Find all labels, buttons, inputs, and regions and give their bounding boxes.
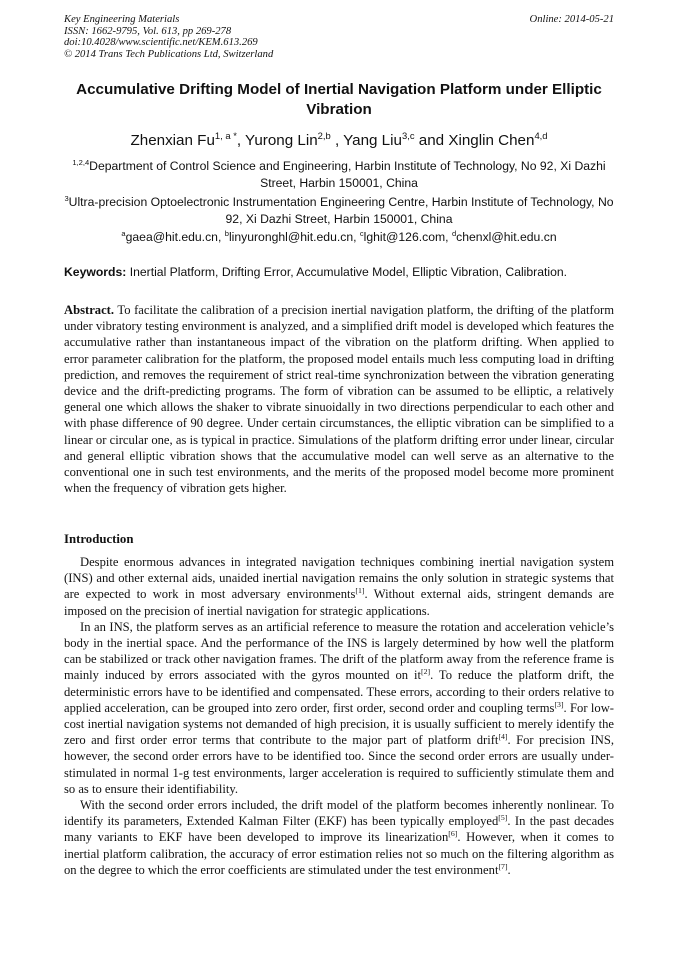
author-affiliation-marker: 2,b bbox=[317, 129, 331, 141]
author-name: Yang Liu bbox=[343, 132, 402, 149]
email-entry bbox=[121, 230, 224, 244]
email-entry bbox=[360, 230, 452, 244]
author-affiliation-marker: 4,d bbox=[534, 129, 548, 141]
affiliation bbox=[64, 194, 614, 228]
author-separator: , bbox=[236, 132, 246, 149]
paragraph-text: . For precision INS, however, the second order errors have to be identified too. Since the second order errors are usually under-stimulated in normal 1-g test environments, larger acceleration is required to sufficiently stimulate them and so as to ensure their identifiability. bbox=[64, 733, 614, 796]
author bbox=[130, 129, 246, 149]
citation-marker[interactable]: [6] bbox=[448, 829, 458, 839]
email-address[interactable]: chenxl@hit.edu.cn bbox=[456, 230, 557, 244]
email-address[interactable]: gaea@hit.edu.cn bbox=[125, 230, 218, 244]
affiliation bbox=[64, 158, 614, 192]
author bbox=[448, 129, 548, 149]
author-name: Zhenxian Fu bbox=[130, 132, 215, 149]
email-separator: , bbox=[353, 230, 360, 244]
author bbox=[245, 129, 344, 149]
citation-marker[interactable]: [3] bbox=[554, 699, 564, 709]
author-list bbox=[64, 131, 614, 151]
author-affiliation-marker: 3,c bbox=[401, 129, 415, 141]
journal-name: Key Engineering Materials bbox=[64, 14, 180, 25]
abstract-label: Abstract. bbox=[64, 303, 115, 317]
email-entry bbox=[225, 230, 360, 244]
paragraph-text: . However, when it comes to inertial platform calibration, the accuracy of error estimation relies not so much on the filtering algorithm as on the degree to which the error coefficients are stimulated under the test environment bbox=[64, 830, 614, 877]
online-date: Online: 2014-05-21 bbox=[529, 14, 614, 25]
email-marker: a bbox=[121, 228, 126, 238]
affiliation-text: Ultra-precision Optoelectronic Instrumentation Engineering Centre, Harbin Institute of Technology, No 92, Xi Dazhi Street, Harbin 150001, China bbox=[68, 195, 614, 226]
author-affiliation-marker: 1, a * bbox=[214, 129, 237, 141]
author bbox=[343, 129, 449, 149]
email-marker: b bbox=[224, 228, 229, 238]
paper-title: Accumulative Drifting Model of Inertial Navigation Platform under Elliptic Vibration bbox=[76, 81, 602, 118]
publication-metadata bbox=[64, 14, 273, 60]
email-address[interactable]: linyuronghl@hit.edu.cn bbox=[228, 230, 354, 244]
paragraph-text: . Without external aids, stringent demands are imposed on the precision of inertial navigation for strategic applications. bbox=[64, 587, 614, 618]
paragraph-text: . To reduce the platform drift, the deterministic errors have to be identified and compensated. These errors, according to their orders relative to applied acceleration, can be grouped into zero order, first order, second order and coupling terms bbox=[64, 668, 615, 715]
keywords-text: Inertial Platform, Drifting Error, Accumulative Model, Elliptic Vibration, Calibration. bbox=[126, 265, 568, 279]
email-separator: , bbox=[445, 230, 452, 244]
author-name: Xinglin Chen bbox=[448, 132, 535, 149]
doi-line: doi:10.4028/www.scientific.net/KEM.613.269 bbox=[64, 37, 258, 49]
paragraph bbox=[64, 554, 614, 619]
paragraph-text: . bbox=[507, 862, 511, 877]
paragraph bbox=[64, 619, 614, 797]
author-separator: and bbox=[414, 132, 449, 149]
introduction-body bbox=[64, 554, 614, 878]
copyright-line: © 2014 Trans Tech Publications Ltd, Switzerland bbox=[64, 48, 274, 60]
abstract bbox=[64, 302, 614, 496]
citation-marker[interactable]: [7] bbox=[498, 861, 508, 871]
email-marker: d bbox=[451, 228, 457, 238]
section-heading-introduction: Introduction bbox=[64, 532, 134, 546]
keywords-label: Keywords: bbox=[64, 265, 127, 279]
author-name: Yurong Lin bbox=[245, 132, 318, 149]
email-marker: c bbox=[359, 228, 364, 238]
issn-line: ISSN: 1662-9795, Vol. 613, pp 269-278 bbox=[64, 25, 232, 37]
paragraph bbox=[64, 797, 614, 878]
email-separator: , bbox=[217, 230, 225, 244]
keywords bbox=[64, 264, 614, 281]
citation-marker[interactable]: [5] bbox=[498, 813, 508, 823]
affiliation-marker: 1,2,4 bbox=[72, 157, 90, 167]
email-address[interactable]: lghit@126.com bbox=[363, 230, 446, 244]
citation-marker[interactable]: [1] bbox=[355, 586, 365, 596]
paragraph-text: Despite enormous advances in integrated navigation techniques combining inertial navigation system (INS) and other external aids, unaided inertial navigation remains the only solution in strategic systems that are expected to work in most adversary environments bbox=[64, 555, 614, 602]
citation-marker[interactable]: [4] bbox=[498, 732, 508, 742]
email-entry bbox=[452, 230, 557, 244]
paragraph-text: With the second order errors included, the drift model of the platform becomes inherently nonlinear. To identify its parameters, Extended Kalman Filter (EKF) has been typically employed bbox=[64, 798, 614, 829]
affiliation-text: Department of Control Science and Engineering, Harbin Institute of Technology, No 92, Xi Dazhi Street, Harbin 150001, China bbox=[89, 159, 606, 190]
affiliation-marker: 3 bbox=[64, 193, 69, 203]
citation-marker[interactable]: [2] bbox=[420, 667, 431, 677]
paragraph-text: In an INS, the platform serves as an artificial reference to measure the rotation and acceleration vehicle’s body in the inertial space. And the performance of the INS is largely determined by how well the platform can be stabilized or track other navigation frames. The drift of the platform away from the reference frame is mainly induced by errors associated with the gyros mounted on it bbox=[64, 619, 614, 683]
paragraph-text: . In the past decades many variants to EKF have been developed to improve its linearization bbox=[64, 814, 614, 845]
paragraph-text: . For low-cost inertial navigation systems not demanded of high precision, it is usually sufficient to merely identify the zero and first order error terms that contribute to the major part of platform drift bbox=[64, 700, 614, 748]
author-separator: , bbox=[330, 132, 344, 149]
author-emails bbox=[64, 229, 614, 246]
abstract-text: To facilitate the calibration of a precision inertial navigation platform, the drifting of the platform under vibratory testing environment is analyzed, and a simplified drift model is developed which features the accumulative rather than instantaneous impact of the vibration on the platform drifting. When applied to error parameter calibration for the platform, the proposed model entails much less computing load in drifting prediction, and removes the requirement of strict real-time synchronization between the vibration generating device and the drift-predicting programs. The form of vibration can be assumed to be elliptic, a relatively general one which allows the shaker to vibrate sinuoidally in two directions perpendicular to each other and with phase difference of 90 degree. Under certain circumstances, the elliptic vibration can be simplified to a linear or circular one, as is typical in practice. Simulations of the platform drifting error under linear, circular and general elliptic vibration shows that the accumulative model can well serve as an alternative to the conventional one in such test environments, and the merits of the proposed model become more prominent when the frequency of vibration gets higher. bbox=[64, 303, 614, 496]
